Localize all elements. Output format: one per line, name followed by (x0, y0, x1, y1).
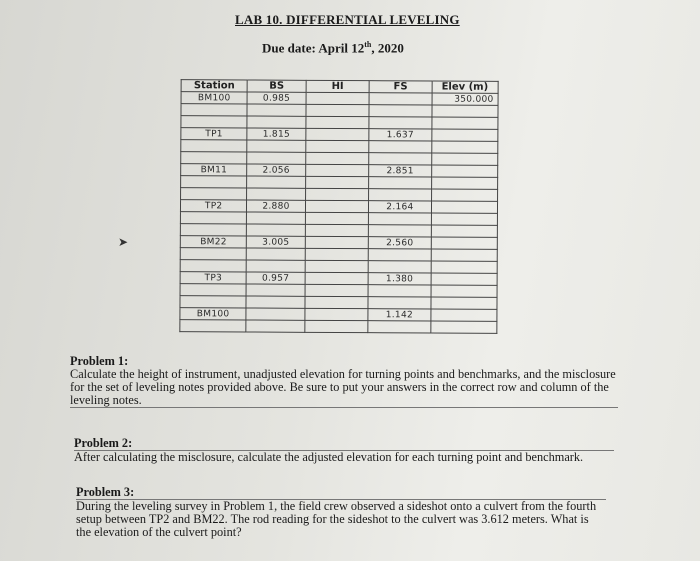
fs-cell: 1.380 (368, 273, 430, 285)
fs-cell: 1.637 (369, 129, 431, 141)
problem-1 (70, 355, 618, 408)
station-cell: BM100 (181, 92, 247, 104)
spacer-row (180, 320, 497, 334)
due-date-prefix: Due date: April 12 (262, 40, 365, 56)
problem-3-text: During the leveling survey in Problem 1, the field crew observed a sideshot onto a culvert from the fourth setup between TP2 and BM22. The rod reading for the sideshot to the culvert was 3.612 meters. What is the elevation of the culvert point? (76, 499, 597, 539)
bs-cell: 0.985 (247, 92, 305, 104)
header-bs: BS (247, 80, 305, 92)
problem-2-text: After calculating the misclosure, calculate the adjusted elevation for each turning point and benchmark. (74, 450, 584, 464)
due-date-suffix: , 2020 (371, 40, 404, 56)
hi-cell (306, 92, 370, 104)
bs-cell: 1.815 (247, 128, 305, 140)
table-header-row (181, 80, 498, 94)
due-date (262, 40, 404, 56)
header-elev: Elev (m) (432, 81, 499, 93)
fs-cell: 2.560 (369, 237, 431, 249)
elev-cell (431, 165, 498, 177)
problem-3 (76, 486, 606, 539)
problem-2-heading: Problem 2: (74, 437, 614, 451)
problem-2 (74, 437, 614, 464)
elev-cell: 350.000 (432, 93, 499, 105)
problem-1-text: Calculate the height of instrument, unadjusted elevation for turning points and benchmarks, and the misclosure for the set of leveling notes provided above. Be sure to put your answers in the correct row and column of the leveling notes. (70, 368, 618, 408)
header-hi: HI (306, 80, 370, 92)
fs-cell: 2.164 (369, 201, 431, 213)
problem-3-heading: Problem 3: (76, 486, 606, 500)
due-date-sup: th (364, 40, 372, 49)
elev-cell (431, 129, 498, 141)
problem-1-heading: Problem 1: (70, 354, 129, 368)
cursor-arrow-icon: ➤ (118, 235, 129, 249)
hi-cell (305, 272, 369, 284)
hi-cell (305, 308, 369, 320)
bs-cell: 3.005 (247, 236, 305, 248)
bs-cell (246, 308, 304, 320)
hi-cell (305, 164, 369, 176)
station-cell: TP3 (180, 272, 246, 284)
leveling-notes-table (179, 79, 498, 334)
hi-cell (305, 200, 369, 212)
hi-cell (305, 236, 369, 248)
bs-cell: 2.056 (247, 164, 305, 176)
hi-cell (305, 128, 369, 140)
elev-cell (431, 237, 498, 249)
station-cell: BM22 (180, 236, 246, 248)
bs-cell: 0.957 (246, 272, 304, 284)
fs-cell (369, 93, 431, 105)
header-station: Station (181, 80, 247, 92)
fs-cell: 2.851 (369, 165, 431, 177)
station-cell: TP2 (180, 200, 246, 212)
station-cell: TP1 (181, 128, 247, 140)
elev-cell (431, 273, 498, 285)
elev-cell (431, 201, 498, 213)
elev-cell (430, 309, 497, 321)
header-fs: FS (369, 81, 431, 93)
station-cell: BM11 (181, 164, 247, 176)
bs-cell: 2.880 (247, 200, 305, 212)
lab-title: LAB 10. DIFFERENTIAL LEVELING (235, 12, 460, 27)
fs-cell: 1.142 (368, 309, 430, 321)
station-cell: BM100 (180, 308, 246, 320)
